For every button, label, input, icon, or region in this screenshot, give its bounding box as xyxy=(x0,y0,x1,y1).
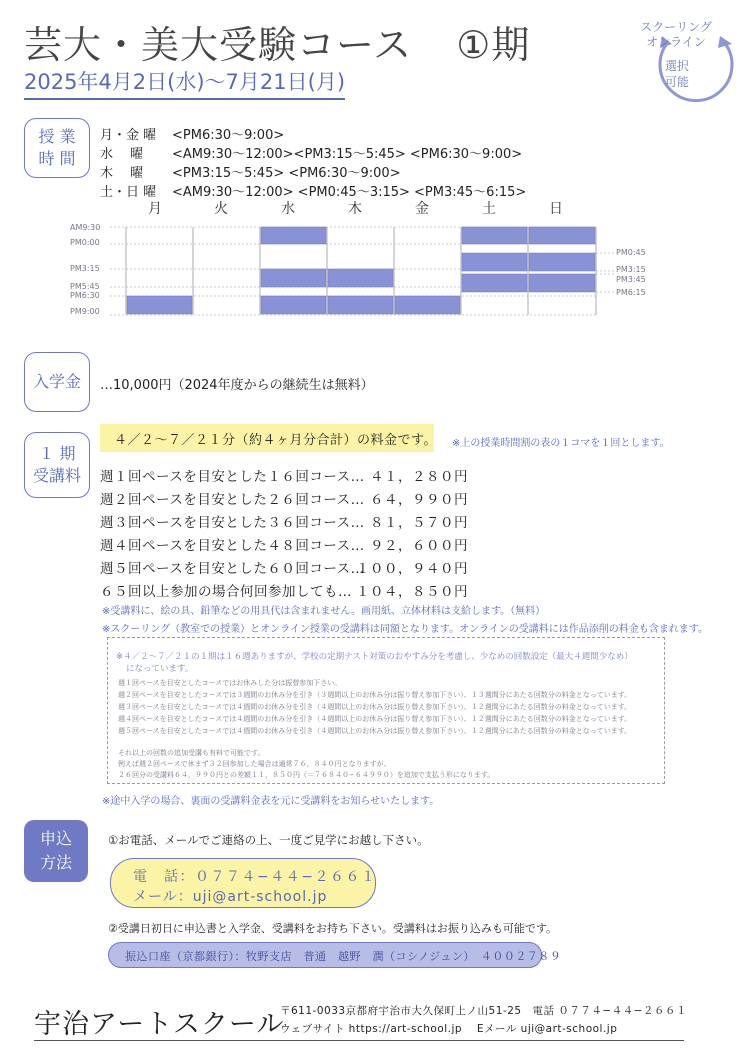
detail-head: になっています。 xyxy=(126,664,194,674)
badge-select1: 選択 xyxy=(665,59,690,73)
time-label: PM6:15 xyxy=(616,288,646,297)
time-label: PM3:45 xyxy=(616,275,646,284)
fee-amount: ６４，９９０円 xyxy=(370,492,468,508)
school-web[interactable]: ウェブサイト https://art-school.jp Eメール uji@art-school.jp xyxy=(280,1023,618,1035)
detail-line: 例えば週２回ペースで休まず３２回参加した場合は通常７６，８４０円となりますが、 xyxy=(118,760,391,768)
fee-row xyxy=(100,557,468,577)
fee-row xyxy=(100,465,468,485)
class-block-thu-pm3 xyxy=(328,269,393,287)
fee-amount: ８１，５７０円 xyxy=(370,515,468,531)
detail-line: ２６回分の受講料６４，９９０円との差額１１，８５０円（＝７６８４０−６４９９０）を追加で支払う形になります。 xyxy=(118,771,495,779)
apply-label xyxy=(24,820,88,882)
badge-select2: 可能 xyxy=(665,75,690,89)
day-header: 日 xyxy=(549,201,563,217)
fee-row xyxy=(100,534,468,554)
fee-name: 週４回ペースを目安とした４８回コース… xyxy=(100,538,365,554)
tuition-label xyxy=(24,432,90,498)
badge-line1: スクーリング xyxy=(640,20,712,34)
timetable xyxy=(60,198,646,323)
class-block-mon-pm6 xyxy=(127,296,192,314)
contact-phone[interactable]: 電 話：０７７４−４４−２６６１ xyxy=(133,869,377,885)
class-block-wed-am xyxy=(261,227,326,244)
time-label: PM3:15 xyxy=(616,265,646,274)
schedule-row xyxy=(100,162,401,181)
schedule-times: <PM6:30〜9:00> xyxy=(172,128,285,143)
time-label: AM9:30 xyxy=(70,223,101,232)
class-block-wed-pm6 xyxy=(261,296,326,314)
time-label: PM5:45 xyxy=(70,282,100,291)
class-block-sat-pm0 xyxy=(462,253,527,271)
tuition-detail-box xyxy=(107,637,665,784)
schedule-row xyxy=(100,143,522,162)
schooling-badge xyxy=(622,20,730,50)
fee-name: ６５回以上参加の場合何回参加しても… xyxy=(100,584,352,600)
fee-row xyxy=(100,488,468,508)
schedule-day: 月・金 曜 xyxy=(100,128,157,143)
day-header: 火 xyxy=(214,201,228,217)
day-header: 水 xyxy=(281,201,295,217)
fee-amount: １０４，８５０円 xyxy=(356,584,468,600)
time-label: PM3:15 xyxy=(70,264,100,273)
apply-step1: ①お電話、メールでご連絡の上、一度ご見学にお越し下さい。 xyxy=(108,833,429,847)
detail-head: ※４／２〜７／２１の１期は１６週ありますが、学校の定期テスト対策のおやすみ分を考慮し、少なめの回数設定（最大４週間少なめ） xyxy=(116,652,633,662)
detail-line: 週３回ペースを目安としたコースでは４週間のお休み分を引き（４週間以上のお休み分は振り替え参加下さい）、１２週間分にあたる回数分の料金となっています。 xyxy=(118,703,632,711)
detail-line: 週１回ペースを目安としたコースではお休みした分は振替参加下さい。 xyxy=(118,679,342,687)
tuition-note: ※受講料に、絵の具、鉛筆などの用具代は含まれません。画用紙、立体材料は支給します。（無料） xyxy=(102,606,546,617)
school-name: 宇治アートスクール xyxy=(34,1009,285,1040)
class-block-wed-pm3 xyxy=(261,269,326,287)
admission-fee: …10,000円（2024年度からの継続生は無料） xyxy=(100,378,374,393)
detail-line: それ以上の回数の追加受講も有料で可能です。 xyxy=(118,749,265,757)
detail-line: 週４回ペースを目安としたコースでは４週間のお休み分を引き（４週間以上のお休み分は振り替え参加下さい）、１２週間分にあたる回数分の料金となっています。 xyxy=(118,715,632,723)
class-block-fri-pm6 xyxy=(395,296,460,314)
footer-rule xyxy=(34,1040,684,1041)
bank-account: 振込口座（京都銀行）：牧野支店 普通 越野 潤（コシノジュン） ４００２７８９ xyxy=(125,950,562,963)
schedule-day: 木 曜 xyxy=(100,166,144,181)
class-block-sun-pm0 xyxy=(529,253,595,271)
day-header: 木 xyxy=(348,201,362,217)
schedule-label-line2: 時 間 xyxy=(38,149,76,168)
course-dates: 2025年4月2日(水)〜7月21日(月) xyxy=(24,66,345,100)
apply-step2: ②受講日初日に申込書と入学金、受講料をお持ち下さい。受講料はお振り込みも可能です。 xyxy=(108,922,557,935)
badge-line2: オンライン xyxy=(646,35,706,49)
class-block-thu-pm6 xyxy=(328,296,393,314)
schedule-row xyxy=(100,124,284,143)
admission-label: 入学金 xyxy=(24,352,90,412)
fee-name: 週３回ペースを目安とした３６回コース… xyxy=(100,515,365,531)
tuition-highlight xyxy=(100,424,437,452)
schedule-day: 土・日 曜 xyxy=(100,185,157,200)
schedule-label-line1: 授 業 xyxy=(38,127,76,146)
tuition-highlight-text: ４／２〜７／２１分（約４ヶ月分合計）の料金です。 xyxy=(114,433,437,448)
apply-label-line2: 方法 xyxy=(39,853,72,872)
time-label: PM6:30 xyxy=(70,291,100,300)
time-label: PM0:45 xyxy=(616,248,646,257)
title-text: 芸大・美大受験コース xyxy=(24,23,413,67)
schedule-times: <AM9:30〜12:00><PM3:15〜5:45> <PM6:30〜9:00> xyxy=(172,147,523,162)
fee-amount: ９２，６００円 xyxy=(370,538,468,554)
select-badge xyxy=(665,58,689,90)
fee-name: 週２回ペースを目安とした２６回コース… xyxy=(100,492,365,508)
page-title xyxy=(24,14,530,69)
time-label: PM0:00 xyxy=(70,238,100,247)
bank-pill xyxy=(108,942,562,968)
school-address: 〒611-0033京都府宇治市大久保町上ノ山51-25 電話 ０７７４−４４−２６６１ xyxy=(280,1005,687,1017)
tuition-note: ※途中入学の場合、裏面の受講料金表を元に受講料をお知らせいたします。 xyxy=(102,796,440,807)
day-header: 月 xyxy=(148,201,162,217)
term-mark: ①期 xyxy=(456,23,531,67)
tuition-label-line2: 受講料 xyxy=(32,466,81,485)
schedule-day: 水 曜 xyxy=(100,147,144,162)
time-label: PM9:00 xyxy=(70,307,100,316)
tuition-label-line1: １ 期 xyxy=(38,444,76,463)
day-header: 金 xyxy=(415,201,429,217)
class-block-sun-pm3 xyxy=(529,274,595,292)
fee-amount: ４１，２８０円 xyxy=(370,469,468,485)
fee-amount: １００，９４０円 xyxy=(356,561,468,577)
fee-name: 週１回ペースを目安とした１６回コース… xyxy=(100,469,365,485)
tuition-side-note: ※上の授業時間割の表の１コマを１回とします。 xyxy=(452,438,670,449)
detail-line: 週２回ペースを目安としたコースでは３週間のお休み分を引き（３週間以上のお休み分は振り替え参加下さい）、１３週間分にあたる回数分の料金となっています。 xyxy=(118,691,632,699)
detail-line: 週５回ペースを目安としたコースでは４週間のお休み分を引き（４週間以上のお休み分は振り替え参加下さい）、１２週間分にあたる回数分の料金となっています。 xyxy=(118,727,632,735)
schedule-label xyxy=(24,118,90,178)
fee-name: 週５回ペースを目安とした６０回コース… xyxy=(100,561,365,577)
fee-row xyxy=(100,580,468,600)
contact-email[interactable]: メール：uji@art-school.jp xyxy=(133,889,328,905)
contact-pill xyxy=(110,858,376,908)
schedule-times: <PM3:15〜5:45> <PM6:30〜9:00> xyxy=(172,166,401,181)
apply-label-line1: 申込 xyxy=(39,829,72,848)
timetable-grid xyxy=(60,198,630,323)
schedule-times: <AM9:30〜12:00> <PM0:45〜3:15> <PM3:45〜6:15> xyxy=(172,185,527,200)
class-block-sat-am xyxy=(462,227,527,244)
tuition-note: ※スクーリング（教室での授業）とオンライン授業の受講料は同額となります。オンラインの受講料には作品添削の料金も含まれます。 xyxy=(102,624,708,635)
class-block-sat-pm3 xyxy=(462,274,527,292)
class-block-sun-am xyxy=(529,227,595,244)
fee-row xyxy=(100,511,468,531)
day-header: 土 xyxy=(482,201,496,217)
